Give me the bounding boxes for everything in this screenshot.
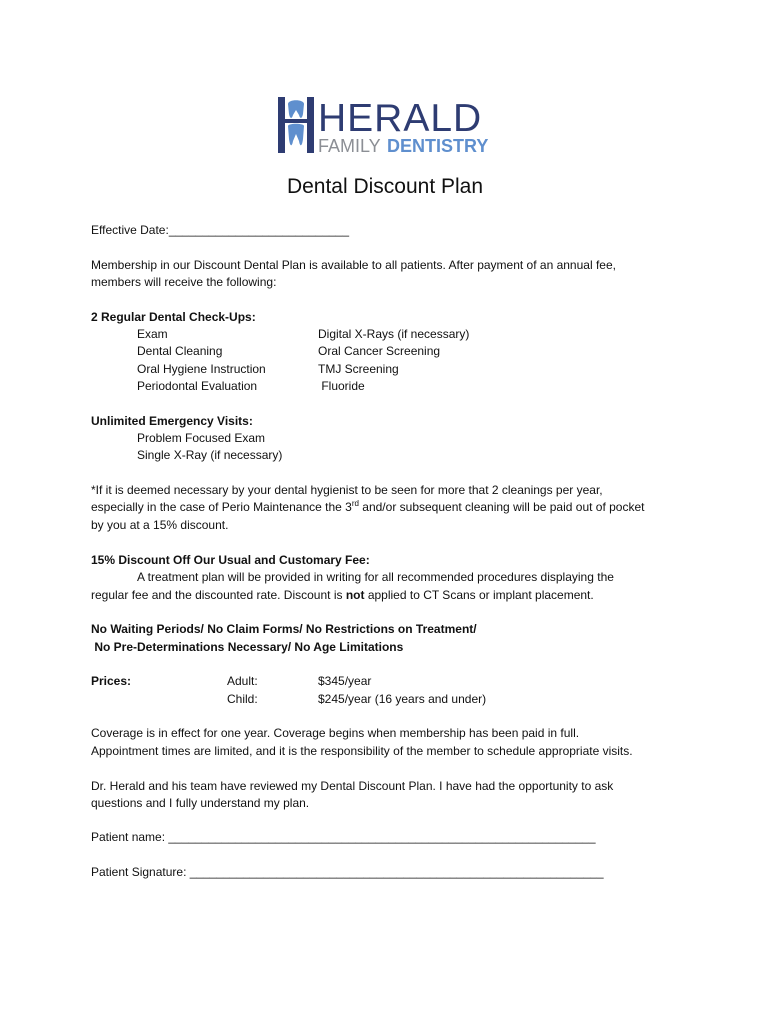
- checkup-item: TMJ Screening: [318, 362, 399, 376]
- price-who: Adult:: [227, 674, 258, 688]
- discount-line: regular fee and the discounted rate. Discount is not applied to CT Scans or implant placement.: [91, 588, 594, 602]
- no-waiting-line: No Waiting Periods/ No Claim Forms/ No Restrictions on Treatment/: [91, 622, 477, 636]
- acknowledgement-line: Dr. Herald and his team have reviewed my Dental Discount Plan. I have had the opportunity to ask: [91, 779, 614, 793]
- checkup-item: Oral Hygiene Instruction: [137, 362, 266, 376]
- patient-name-field[interactable]: Patient name: ________________________________________________________________: [91, 830, 596, 844]
- footnote-line: especially in the case of Perio Maintenance the 3rd and/or subsequent cleaning will be paid out of pocket: [91, 499, 645, 514]
- discount-heading: 15% Discount Off Our Usual and Customary Fee:: [91, 553, 370, 567]
- coverage-line: Coverage is in effect for one year. Coverage begins when membership has been paid in full.: [91, 726, 580, 740]
- acknowledgement-line: questions and I fully understand my plan.: [91, 796, 310, 810]
- intro-line: Membership in our Discount Dental Plan is available to all patients. After payment of an annual fee,: [91, 258, 616, 272]
- logo-tagline-dentistry: DENTISTRY: [387, 136, 489, 155]
- price-value: $345/year: [318, 674, 372, 688]
- price-value: $245/year (16 years and under): [318, 692, 487, 706]
- emergency-item: Problem Focused Exam: [137, 431, 266, 445]
- emergency-item: Single X-Ray (if necessary): [137, 448, 283, 462]
- emergency-heading: Unlimited Emergency Visits:: [91, 414, 253, 428]
- checkups-heading: 2 Regular Dental Check-Ups:: [91, 310, 256, 324]
- footnote-line: by you at a 15% discount.: [91, 518, 229, 532]
- effective-date-field[interactable]: Effective Date:___________________________: [91, 223, 350, 237]
- tooth-h-logo-icon: [277, 95, 495, 155]
- no-waiting-line: No Pre-Determinations Necessary/ No Age Limitations: [91, 640, 404, 654]
- patient-signature-field[interactable]: Patient Signature: ______________________________________________________________: [91, 865, 604, 879]
- page-title: Dental Discount Plan: [286, 175, 484, 198]
- checkup-item: Periodontal Evaluation: [137, 379, 258, 393]
- coverage-line: Appointment times are limited, and it is the responsibility of the member to schedule appropriate visits.: [91, 744, 633, 758]
- prices-label: Prices:: [91, 674, 132, 688]
- footnote-line: *If it is deemed necessary by your dental hygienist to be seen for more that 2 cleanings per year,: [91, 483, 603, 497]
- logo-wordmark: HERALD: [318, 97, 483, 140]
- intro-line: members will receive the following:: [91, 275, 277, 289]
- checkup-item: Exam: [137, 327, 168, 341]
- price-who: Child:: [227, 692, 258, 706]
- checkup-item: Oral Cancer Screening: [318, 344, 441, 358]
- herald-family-dentistry-logo: [277, 95, 495, 155]
- discount-line: A treatment plan will be provided in writing for all recommended procedures displaying the: [137, 570, 614, 584]
- checkup-item: Digital X-Rays (if necessary): [318, 327, 470, 341]
- logo-tagline-family: FAMILY: [318, 136, 381, 155]
- checkup-item: Dental Cleaning: [137, 344, 223, 358]
- checkup-item: Fluoride: [318, 379, 365, 393]
